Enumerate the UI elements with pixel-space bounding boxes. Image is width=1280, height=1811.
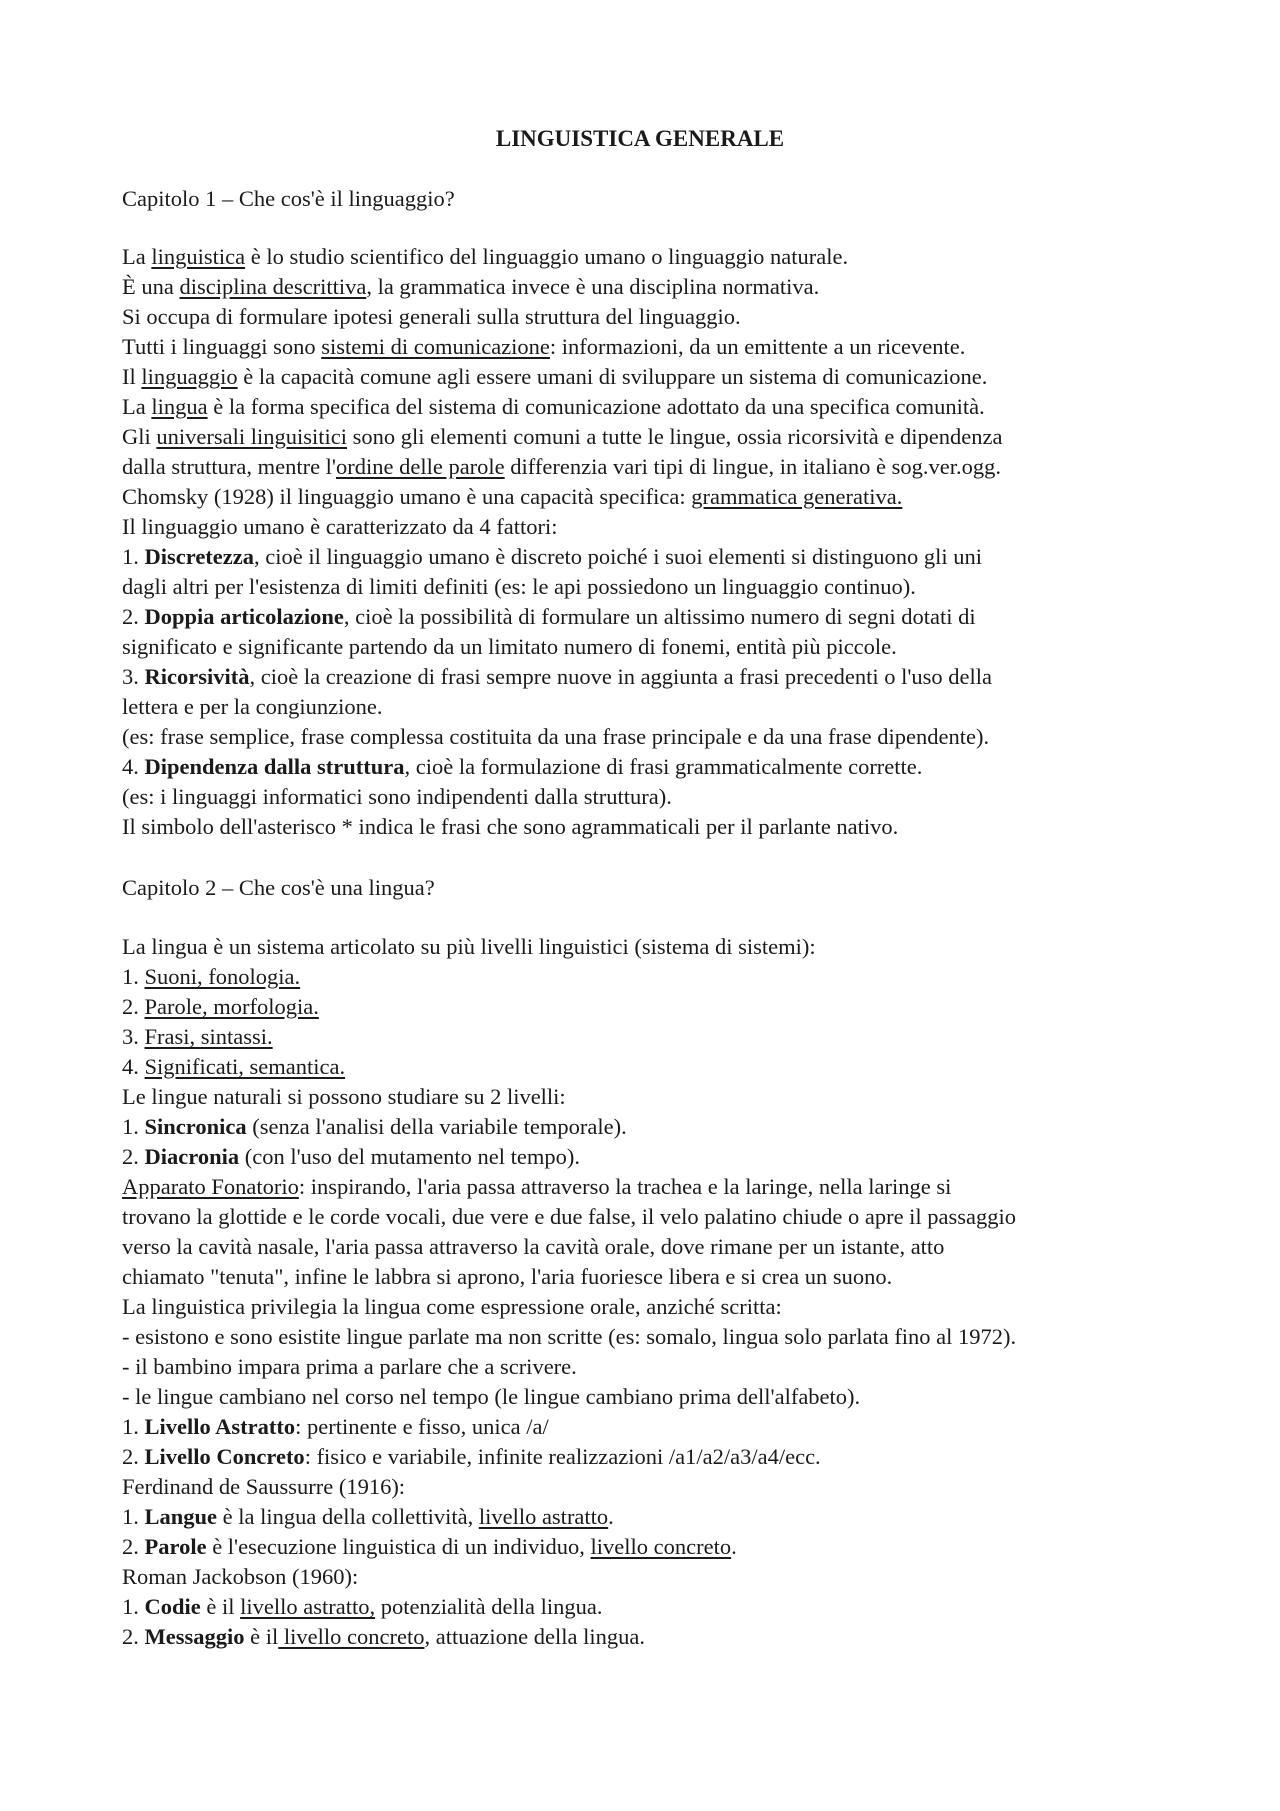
underlined-term: lingua <box>151 394 208 419</box>
underlined-term: grammatica generativa. <box>691 484 903 509</box>
text-line <box>122 1562 1202 1592</box>
text-line <box>122 1052 1202 1082</box>
underlined-term: livello astratto <box>478 1504 609 1529</box>
text-line <box>122 962 1202 992</box>
text-line <box>122 1202 1202 1232</box>
text-segment: : informazioni, da un emittente a un ricevente. <box>549 334 966 359</box>
underlined-term: livello concreto <box>590 1534 732 1559</box>
bold-term: Ricorsività <box>144 664 250 689</box>
bold-term: Dipendenza dalla struttura <box>144 754 405 779</box>
text-line <box>122 662 1202 692</box>
bold-term: Diacronia <box>144 1144 240 1169</box>
text-segment: 4. <box>122 1054 145 1079</box>
text-segment: 2. <box>122 1144 145 1169</box>
bold-term: Langue <box>144 1504 218 1529</box>
text-line <box>122 362 1202 392</box>
text-segment: Le lingue naturali si possono studiare su 2 livelli: <box>122 1084 566 1109</box>
bold-term: Discretezza <box>144 544 255 569</box>
underlined-term: Apparato Fonatorio <box>122 1174 299 1199</box>
text-segment: , cioè la creazione di frasi sempre nuove in aggiunta a frasi precedenti o l'uso della <box>249 664 992 689</box>
text-segment: è la capacità comune agli essere umani di sviluppare un sistema di comunicazione. <box>237 364 988 389</box>
text-segment: significato e significante partendo da un limitato numero di fonemi, entità più piccole. <box>122 634 897 659</box>
underlined-term: ordine delle parole <box>335 454 505 479</box>
text-line <box>122 632 1202 662</box>
text-segment: Il simbolo dell'asterisco * indica le frasi che sono agrammaticali per il parlante nativo. <box>122 814 899 839</box>
text-segment: dagli altri per l'esistenza di limiti definiti (es: le api possiedono un linguaggio continuo). <box>122 574 916 599</box>
text-segment: 3. <box>122 1024 145 1049</box>
text-segment: verso la cavità nasale, l'aria passa attraverso la cavità orale, dove rimane per un istante, atto <box>122 1234 945 1259</box>
text-segment: (con l'uso del mutamento nel tempo). <box>239 1144 580 1169</box>
text-segment: : pertinente e fisso, unica /a/ <box>295 1414 549 1439</box>
text-segment: Tutti i linguaggi sono <box>122 334 322 359</box>
text-segment: (es: frase semplice, frase complessa costituita da una frase principale e da una frase dipendente). <box>122 724 990 749</box>
text-segment: è l'esecuzione linguistica di un individuo, <box>206 1534 591 1559</box>
text-line <box>122 1592 1202 1622</box>
text-segment: dalla struttura, mentre l' <box>122 454 336 479</box>
text-segment: Si occupa di formulare ipotesi generali sulla struttura del linguaggio. <box>122 304 741 329</box>
text-segment: . <box>731 1534 737 1559</box>
underlined-term: livello concreto <box>278 1624 425 1649</box>
text-segment: 1. <box>122 964 145 989</box>
text-line <box>122 1112 1202 1142</box>
text-segment: è lo studio scientifico del linguaggio umano o linguaggio naturale. <box>245 244 849 269</box>
underlined-term: Parole, morfologia. <box>144 994 319 1019</box>
text-segment: 1. <box>122 544 145 569</box>
text-segment: (senza l'analisi della variabile temporale). <box>246 1114 627 1139</box>
text-segment: 2. <box>122 1444 145 1469</box>
text-segment: , la grammatica invece è una disciplina normativa. <box>366 274 820 299</box>
text-line <box>122 452 1202 482</box>
text-segment: è il <box>200 1594 241 1619</box>
text-segment: 1. <box>122 1114 145 1139</box>
text-segment: Il <box>122 364 142 389</box>
text-segment: potenzialità della lingua. <box>375 1594 603 1619</box>
text-line <box>122 752 1202 782</box>
text-segment: trovano la glottide e le corde vocali, due vere e due false, il velo palatino chiude o apre il passaggio <box>122 1204 1017 1229</box>
text-line <box>122 572 1202 602</box>
text-line <box>122 812 1202 842</box>
text-line <box>122 512 1202 542</box>
text-segment: 2. <box>122 604 145 629</box>
text-line <box>122 1412 1202 1442</box>
text-line <box>122 242 1202 272</box>
text-segment: 2. <box>122 1534 145 1559</box>
text-segment: , cioè il linguaggio umano è discreto poiché i suoi elementi si distinguono gli uni <box>254 544 983 569</box>
text-segment: Chomsky (1928) il linguaggio umano è una capacità specifica: <box>122 484 692 509</box>
text-line <box>122 272 1202 302</box>
underlined-term: disciplina descrittiva <box>179 274 367 299</box>
text-segment: - le lingue cambiano nel corso nel tempo (le lingue cambiano prima dell'alfabeto). <box>122 1384 861 1409</box>
underlined-term: Significati, semantica. <box>144 1054 346 1079</box>
text-segment: La <box>122 394 152 419</box>
text-line <box>122 302 1202 332</box>
bold-term: Messaggio <box>144 1624 245 1649</box>
text-line <box>122 482 1202 512</box>
text-line <box>122 1322 1202 1352</box>
text-line <box>122 1502 1202 1532</box>
text-segment: 4. <box>122 754 145 779</box>
text-segment: , cioè la possibilità di formulare un altissimo numero di segni dotati di <box>343 604 976 629</box>
text-segment: Roman Jackobson (1960): <box>122 1564 359 1589</box>
text-line <box>122 1532 1202 1562</box>
text-line <box>122 1262 1202 1292</box>
text-segment: - esistono e sono esistite lingue parlate ma non scritte (es: somalo, lingua solo parlata fino al 1972). <box>122 1324 1017 1349</box>
text-line <box>122 332 1202 362</box>
underlined-term: sistemi di comunicazione <box>321 334 550 359</box>
bold-term: Parole <box>144 1534 207 1559</box>
text-segment: differenzia vari tipi di lingue, in italiano è sog.ver.ogg. <box>504 454 1002 479</box>
text-line <box>122 1352 1202 1382</box>
text-line <box>122 602 1202 632</box>
underlined-term: livello astratto, <box>240 1594 376 1619</box>
text-segment: 3. <box>122 664 145 689</box>
text-line <box>122 1442 1202 1472</box>
text-line <box>122 1232 1202 1262</box>
text-segment: lettera e per la congiunzione. <box>122 694 383 719</box>
bold-term: Livello Concreto <box>144 1444 305 1469</box>
chapter-1-heading-block <box>122 184 1202 214</box>
text-line <box>122 1292 1202 1322</box>
text-line <box>122 1622 1202 1652</box>
underlined-term: universali linguisitici <box>156 424 347 449</box>
text-segment: 2. <box>122 994 145 1019</box>
text-segment: 2. <box>122 1624 145 1649</box>
underlined-term: linguistica <box>151 244 246 269</box>
text-line <box>122 422 1202 452</box>
text-line <box>122 1142 1202 1172</box>
bold-term: Doppia articolazione <box>144 604 344 629</box>
underlined-term: Frasi, sintassi. <box>144 1024 273 1049</box>
underlined-term: Suoni, fonologia. <box>144 964 301 989</box>
text-segment: Ferdinand de Saussurre (1916): <box>122 1474 406 1499</box>
chapter-2-heading-block <box>122 873 1202 903</box>
text-segment: è la lingua della collettività, <box>217 1504 479 1529</box>
chapter-2-heading: Capitolo 2 – Che cos'è una lingua? <box>122 875 435 900</box>
text-segment: è la forma specifica del sistema di comunicazione adottato da una specifica comunità. <box>207 394 985 419</box>
text-line <box>122 722 1202 752</box>
text-line <box>122 692 1202 722</box>
text-line <box>122 932 1202 962</box>
underlined-term: linguaggio <box>141 364 238 389</box>
text-segment: È una <box>122 274 180 299</box>
chapter-2-body <box>122 932 1202 1652</box>
text-segment: chiamato "tenuta", infine le labbra si aprono, l'aria fuoriesce libera e si crea un suono. <box>122 1264 893 1289</box>
text-line <box>122 1382 1202 1412</box>
document-title: LINGUISTICA GENERALE <box>495 126 785 151</box>
bold-term: Livello Astratto <box>144 1414 296 1439</box>
chapter-1-heading: Capitolo 1 – Che cos'è il linguaggio? <box>122 186 455 211</box>
text-line <box>122 782 1202 812</box>
text-segment: 1. <box>122 1504 145 1529</box>
text-line <box>122 1022 1202 1052</box>
text-segment: Il linguaggio umano è caratterizzato da 4 fattori: <box>122 514 558 539</box>
text-line <box>122 992 1202 1022</box>
text-segment: : inspirando, l'aria passa attraverso la trachea e la laringe, nella laringe si <box>298 1174 952 1199</box>
text-segment: 1. <box>122 1594 145 1619</box>
text-segment: è il <box>244 1624 279 1649</box>
text-segment: La <box>122 244 152 269</box>
text-line <box>122 1472 1202 1502</box>
text-segment: , attuazione della lingua. <box>424 1624 645 1649</box>
text-segment: sono gli elementi comuni a tutte le lingue, ossia ricorsività e dipendenza <box>347 424 1003 449</box>
text-segment: 1. <box>122 1414 145 1439</box>
text-line <box>122 392 1202 422</box>
text-segment: : fisico e variabile, infinite realizzazioni /a1/a2/a3/a4/ecc. <box>304 1444 821 1469</box>
text-segment: La lingua è un sistema articolato su più livelli linguistici (sistema di sistemi): <box>122 934 816 959</box>
bold-term: Sincronica <box>144 1114 247 1139</box>
chapter-1-body <box>122 242 1202 842</box>
text-segment: - il bambino impara prima a parlare che a scrivere. <box>122 1354 577 1379</box>
text-line <box>122 542 1202 572</box>
text-segment: La linguistica privilegia la lingua come espressione orale, anziché scritta: <box>122 1294 782 1319</box>
text-segment: , cioè la formulazione di frasi grammaticalmente corrette. <box>404 754 923 779</box>
bold-term: Codie <box>144 1594 201 1619</box>
text-line <box>122 1172 1202 1202</box>
text-segment: (es: i linguaggi informatici sono indipendenti dalla struttura). <box>122 784 672 809</box>
text-line <box>122 1082 1202 1112</box>
text-segment: Gli <box>122 424 157 449</box>
text-segment: . <box>608 1504 614 1529</box>
